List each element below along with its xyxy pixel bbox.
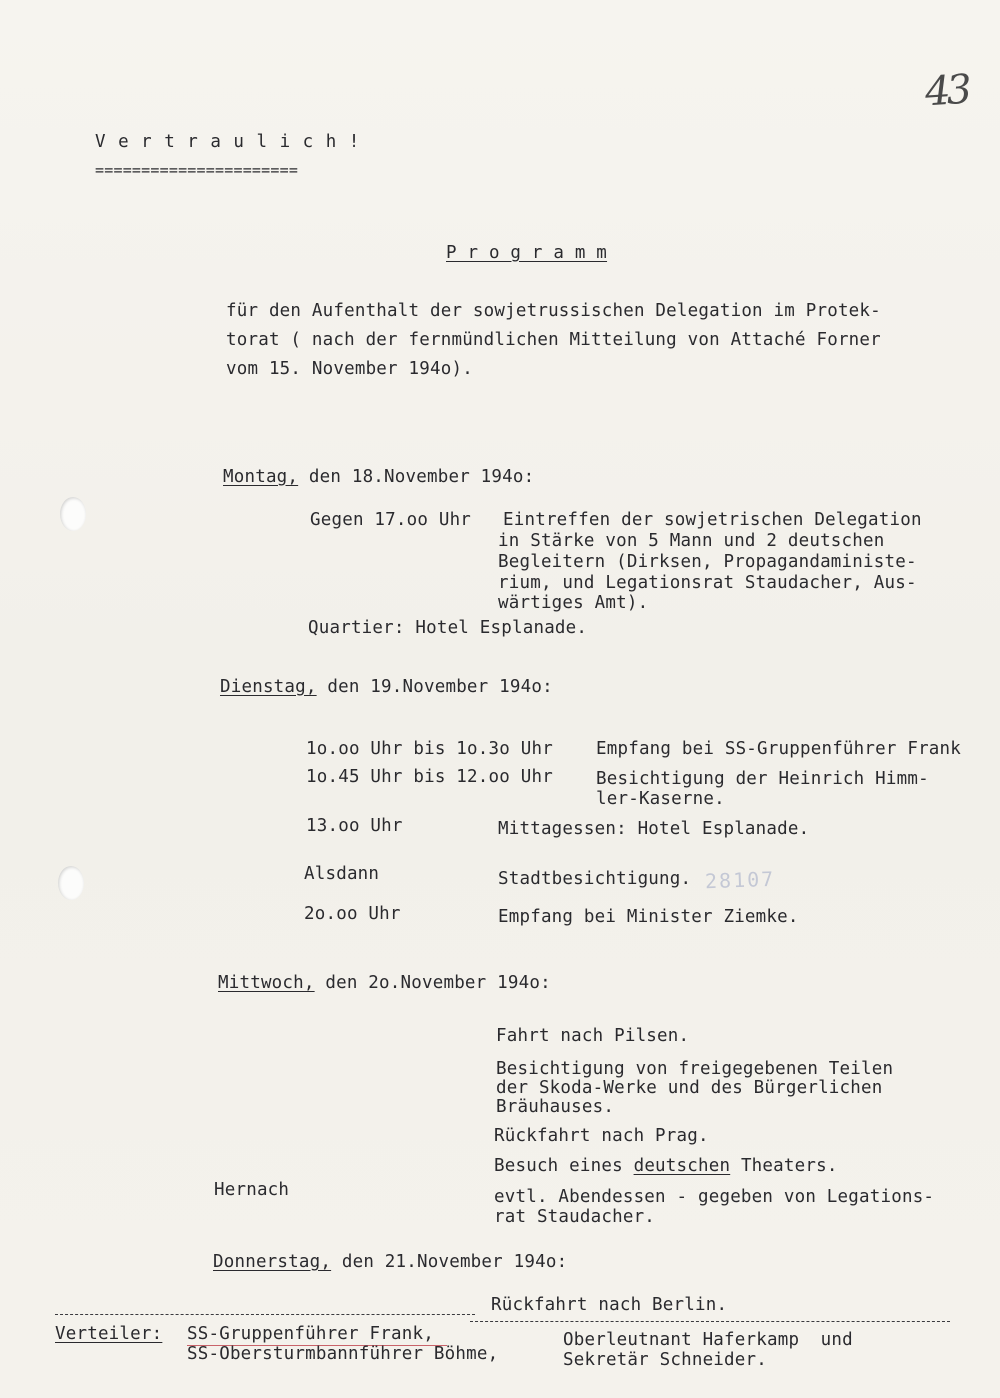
distribution-label: Verteiler: — [55, 1324, 163, 1344]
text-fragment: Theaters. — [730, 1156, 838, 1176]
day-date: den 19.November 194o: — [316, 677, 553, 697]
day-date: den 18.November 194o: — [298, 467, 535, 487]
day-label: Montag, — [223, 467, 299, 487]
recipient: Sekretär Schneider. — [563, 1350, 767, 1370]
day-date: den 2o.November 194o: — [314, 973, 551, 993]
event-text: der Skoda-Werke und des Bürgerlichen — [496, 1078, 883, 1098]
day-heading — [220, 677, 553, 697]
event-text: rium, und Legationsrat Staudacher, Aus- — [498, 573, 917, 593]
event-text: Rückfahrt nach Berlin. — [491, 1295, 728, 1315]
separator-rule-right — [470, 1321, 950, 1322]
intro-line: vom 15. November 194o). — [226, 359, 473, 379]
classification-underline: ====================== — [95, 161, 299, 179]
event-time: Hernach — [214, 1180, 290, 1200]
event-time: 1o.oo Uhr bis 1o.3o Uhr — [306, 739, 553, 759]
event-text: rat Staudacher. — [494, 1207, 656, 1227]
event-text: Empfang bei SS-Gruppenführer Frank — [596, 739, 962, 759]
text-fragment: Besuch eines — [494, 1156, 634, 1176]
day-label: Mittwoch, — [218, 973, 315, 993]
event-time: 13.oo Uhr — [306, 816, 403, 836]
event-text: Besichtigung von freigegebenen Teilen — [496, 1059, 894, 1079]
faint-stamp-number: 28107 — [704, 866, 776, 894]
event-text: Mittagessen: Hotel Esplanade. — [498, 819, 810, 839]
day-date: den 21.November 194o: — [331, 1252, 568, 1272]
event-text: Besichtigung der Heinrich Himm- — [596, 769, 929, 789]
day-label: Donnerstag, — [213, 1252, 332, 1272]
event-text: Stadtbesichtigung. — [498, 869, 692, 889]
intro-line: torat ( nach der fernmündlichen Mitteilung von Attaché Forner — [226, 330, 881, 350]
event-text: Bräuhauses. — [496, 1097, 615, 1117]
recipient: SS-Gruppenführer Frank, — [187, 1324, 434, 1344]
event-text: ler-Kaserne. — [596, 789, 725, 809]
event-text: evtl. Abendessen - gegeben von Legations- — [494, 1187, 935, 1207]
recipient: SS-Obersturmbannführer Böhme, — [187, 1344, 499, 1364]
event-text: Empfang bei Minister Ziemke. — [498, 907, 799, 927]
quarters-note: Quartier: Hotel Esplanade. — [308, 618, 588, 638]
event-text: Fahrt nach Pilsen. — [496, 1026, 690, 1046]
event-text: Begleitern (Dirksen, Propagandaministe- — [498, 552, 917, 572]
separator-rule-left — [55, 1314, 475, 1315]
day-heading — [213, 1252, 567, 1272]
event-time: Alsdann — [304, 864, 380, 884]
classification-mark: V e r t r a u l i c h ! — [95, 132, 361, 152]
handwritten-folio-number: 43 — [923, 66, 970, 116]
intro-line: für den Aufenthalt der sowjetrussischen Delegation im Protek- — [226, 301, 881, 321]
event-text: wärtiges Amt). — [498, 593, 649, 613]
event-time: Gegen 17.oo Uhr — [310, 510, 472, 530]
day-heading — [223, 467, 534, 487]
underlined-word: deutschen — [633, 1156, 731, 1176]
document-title: P r o g r a m m — [446, 243, 608, 263]
event-text — [494, 1156, 838, 1176]
event-text: Eintreffen der sowjetrischen Delegation — [503, 510, 922, 530]
punch-hole-bottom — [58, 866, 84, 900]
event-text: in Stärke von 5 Mann und 2 deutschen — [498, 531, 885, 551]
event-time: 1o.45 Uhr bis 12.oo Uhr — [306, 767, 553, 787]
event-time: 2o.oo Uhr — [304, 904, 401, 924]
punch-hole-top — [60, 497, 86, 531]
day-heading — [218, 973, 551, 993]
day-label: Dienstag, — [220, 677, 317, 697]
event-text: Rückfahrt nach Prag. — [494, 1126, 709, 1146]
recipient: Oberleutnant Haferkamp und — [563, 1330, 853, 1350]
